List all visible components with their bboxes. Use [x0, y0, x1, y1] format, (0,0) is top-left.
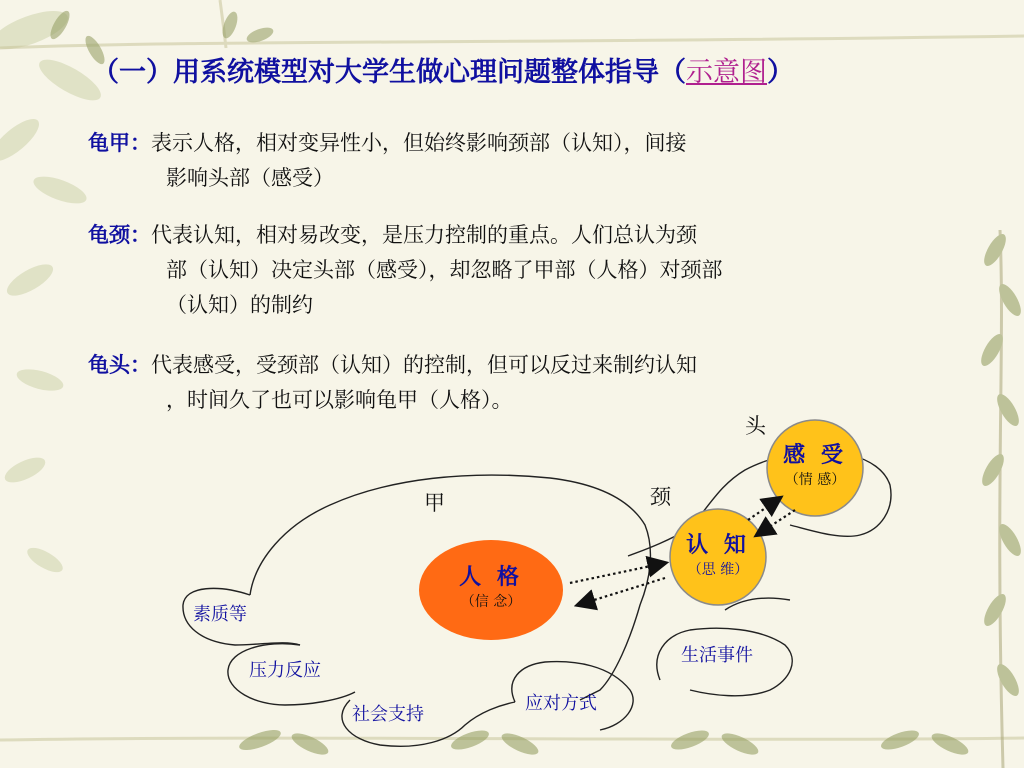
- paragraph-line: 代表认知，相对易改变，是压力控制的重点。人们总认为颈: [151, 223, 697, 247]
- leg-social-label: 社会支持: [352, 704, 424, 725]
- title-close: ）: [767, 57, 794, 88]
- feeling-title: 感 受: [783, 443, 847, 468]
- personality-title: 人 格: [459, 565, 523, 590]
- paragraph-line: ，时间久了也可以影响龟甲（人格）。: [166, 388, 513, 412]
- title-text: （一）用系统模型对大学生做心理问题整体指导（: [92, 57, 686, 88]
- paragraph-line: 表示人格，相对变异性小，但始终影响颈部（认知），间接: [151, 131, 687, 155]
- paragraph-line: 代表感受，受颈部（认知）的控制，但可以反过来制约认知: [151, 353, 697, 377]
- leg-quality-label: 素质等: [193, 604, 247, 625]
- leg-life-label: 生活事件: [681, 645, 753, 666]
- cognition-sub: （思 维）: [687, 562, 749, 578]
- diagram-link[interactable]: 示意图: [686, 57, 767, 88]
- paragraph-line: 部（认知）决定头部（感受），却忽略了甲部（人格）对颈部: [166, 258, 723, 282]
- head-label: 头: [745, 414, 766, 438]
- personality-sub: （信 念）: [460, 594, 522, 610]
- paragraph-shell: [88, 126, 938, 196]
- paragraph-line: 影响头部（感受）: [166, 166, 334, 190]
- neck-label: 颈: [650, 485, 671, 509]
- paragraph-head: [88, 348, 938, 418]
- paragraph-line: （认知）的制约: [166, 293, 313, 317]
- shell-label: 甲: [424, 491, 445, 515]
- leg-stress-label: 压力反应: [249, 660, 321, 681]
- leg-coping-label: 应对方式: [525, 693, 597, 714]
- paragraph-label: 龟颈：: [88, 223, 151, 247]
- cognition-title: 认 知: [686, 533, 750, 558]
- paragraph-label: 龟头：: [88, 353, 151, 377]
- paragraph-label: 龟甲：: [88, 131, 151, 155]
- personality-node: [431, 560, 551, 611]
- slide-title: [92, 50, 992, 89]
- feeling-sub: （情 感）: [784, 472, 846, 488]
- cognition-node: [670, 528, 766, 579]
- feeling-node: [767, 438, 863, 489]
- paragraph-neck: [88, 218, 938, 323]
